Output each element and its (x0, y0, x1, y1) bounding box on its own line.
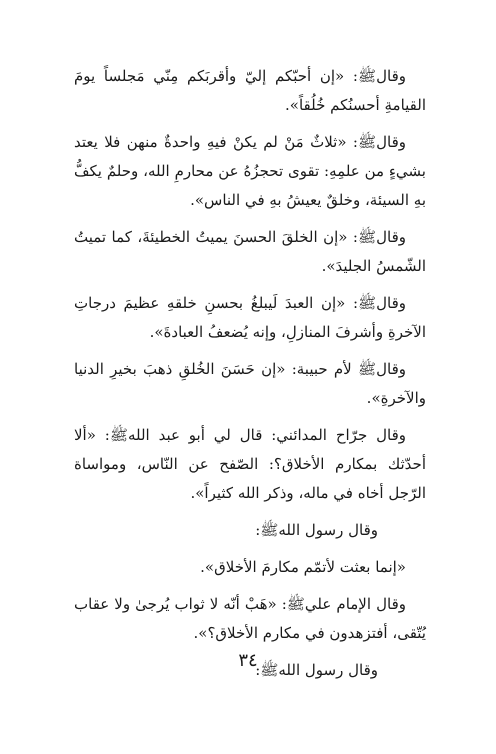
paragraph-imam-ali: وقال الإمام عليﷺ: «هَبْ أنّه لا ثواب يُرجىٰ ولا عقاب يُتّقى، أفتزهدون في مكارم الأخلاق؟». (74, 595, 426, 642)
paragraph-hadith-2: وقالﷺ: «ثلاثٌ مَنْ لم يكنْ فيهِ واحدةٌ منهن فلا يعتد بشيءٍ من علمِهِ: تقوى تحجزُهُ عن محارمِ الله، وحلمٌ يكفُّ بهِ السيئة، وخلقٌ يعيشُ بهِ في الناس». (74, 133, 426, 209)
paragraph-prophet-intro-2: وقال رسول اللهﷺ: (255, 661, 378, 679)
paragraph-prophet-intro: وقال رسول اللهﷺ: (255, 521, 378, 539)
paragraph-hadith-5: وقالﷺ لأم حبيبة: «إن حَسَنَ الخُلقِ ذهبَ بخيرِ الدنيا والآخرةِ». (74, 360, 426, 407)
paragraph-jarrah-narration: وقال جرّاح المدائني: قال لي أبو عبد اللهﷺ: «ألا أحدّثك بمكارم الأخلاق؟: الصّفح عن النّاس، ومواساة الرّجل أخاه في ماله، وذكر الله كثيراً». (74, 426, 426, 502)
paragraph-hadith-3: وقالﷺ: «إن الخلقَ الحسنَ يميتُ الخطيئةَ، كما تميتُ الشّمسُ الجليدَ». (74, 228, 426, 275)
page-text (74, 62, 426, 693)
page-number: ٣٤ (238, 650, 258, 671)
paragraph-hadith-1: وقالﷺ: «إن أحبّكم إليّ وأقربَكم مِنّي مَجلساً يومَ القيامةِ أحسنُكم خُلُقاً». (74, 67, 426, 114)
paragraph-hadith-4: وقالﷺ: «إن العبدَ لَيبلغُ بحسنِ خلقهِ عظيمَ درجاتِ الآخرةِ وأشرفَ المنازلِ، وإنه يُضعفُ العبادةَ». (74, 294, 426, 341)
paragraph-prophet-quote: «إنما بعثت لأتمّم مكارمَ الأخلاق». (200, 558, 406, 576)
